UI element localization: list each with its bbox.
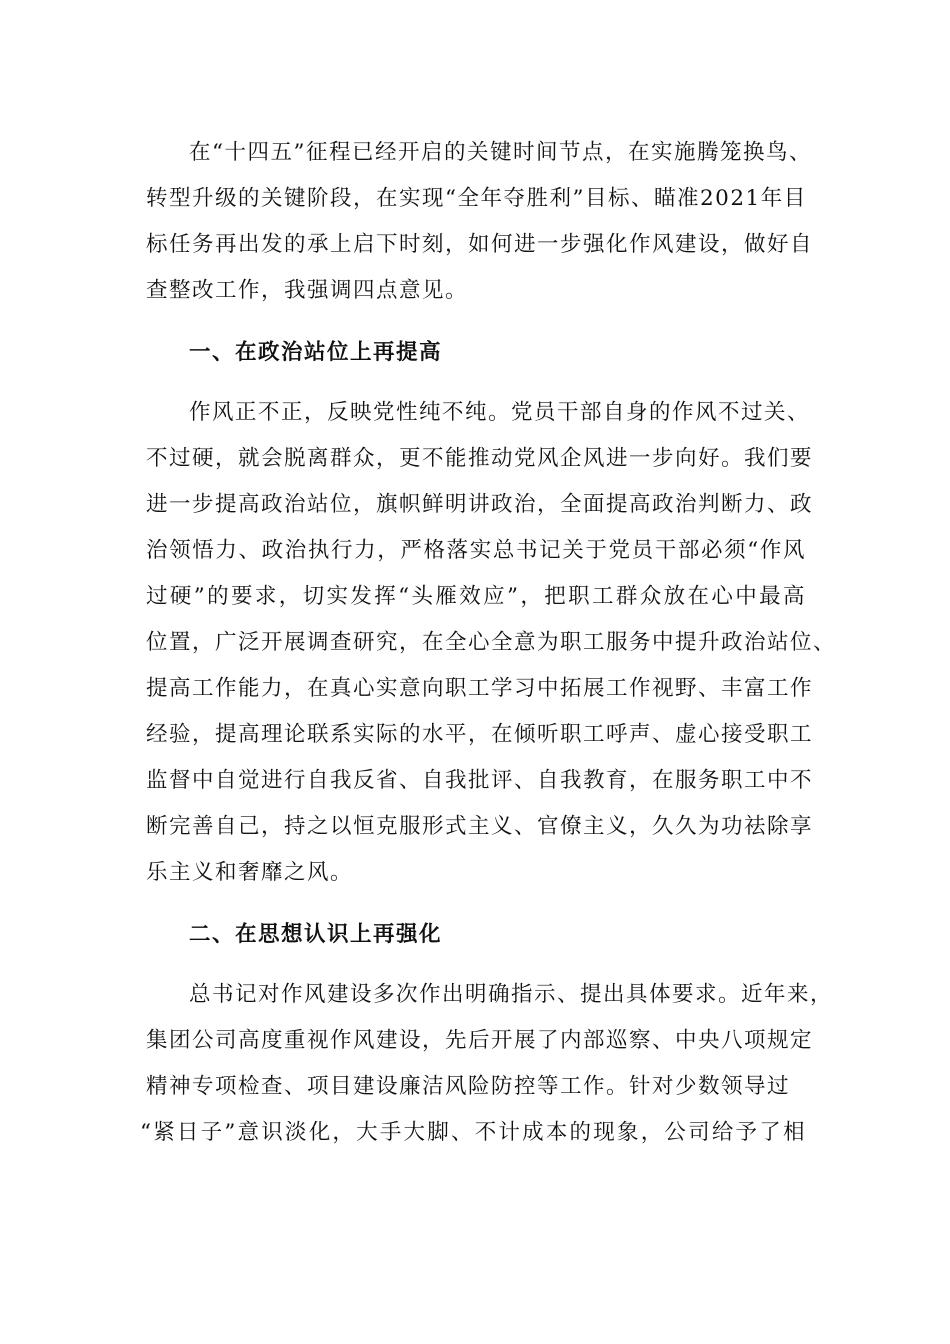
section1-line-2: 不过硬，就会脱离群众，更不能推动党风企风进一步向好。我们要 [146, 446, 814, 471]
intro-line-3: 标任务再出发的承上启下时刻，如何进一步强化作风建设，做好自 [146, 232, 814, 257]
section1-line-5: 过硬”的要求，切实发挥“头雁效应”，把职工群众放在心中最高 [146, 584, 806, 609]
section1-heading: 一、在政治站位上再提高 [189, 340, 443, 365]
section2-line-2: 集团公司高度重视作风建设，先后开展了内部巡察、中央八项规定 [146, 1028, 814, 1053]
intro-line-2: 转型升级的关键阶段，在实现“全年夺胜利”目标、瞄准2021年目 [146, 186, 807, 211]
intro-line-4: 查整改工作，我强调四点意见。 [146, 278, 469, 303]
section1-line-7: 提高工作能力，在真心实意向职工学习中拓展工作视野、丰富工作 [146, 676, 814, 701]
section1-line-6: 位置，广泛开展调查研究，在全心全意为职工服务中提升政治站位、 [146, 630, 837, 655]
section1-line-10: 断完善自己，持之以恒克服形式主义、官僚主义，久久为功祛除享 [146, 814, 814, 839]
section1-line-9: 监督中自觉进行自我反省、自我批评、自我教育，在服务职工中不 [146, 768, 814, 793]
section1-line-1: 作风正不正，反映党性纯不纯。党员干部自身的作风不过关、 [189, 400, 811, 425]
section1-line-11: 乐主义和奢靡之风。 [146, 860, 354, 885]
section2-heading: 二、在思想认识上再强化 [189, 922, 443, 947]
section1-line-8: 经验，提高理论联系实际的水平，在倾听职工呼声、虚心接受职工 [146, 722, 814, 747]
section2-line-1: 总书记对作风建设多次作出明确指示、提出具体要求。近年来， [189, 982, 834, 1007]
section1-line-4: 治领悟力、政治执行力，严格落实总书记关于党员干部必须“作风 [146, 538, 806, 563]
intro-line-1: 在“十四五”征程已经开启的关键时间节点，在实施腾笼换鸟、 [189, 140, 812, 165]
section1-line-3: 进一步提高政治站位，旗帜鲜明讲政治，全面提高政治判断力、政 [146, 492, 814, 517]
section2-line-4: “紧日子”意识淡化，大手大脚、不计成本的现象，公司给予了相 [140, 1120, 806, 1145]
section2-line-3: 精神专项检查、项目建设廉洁风险防控等工作。针对少数领导过 [146, 1074, 791, 1099]
